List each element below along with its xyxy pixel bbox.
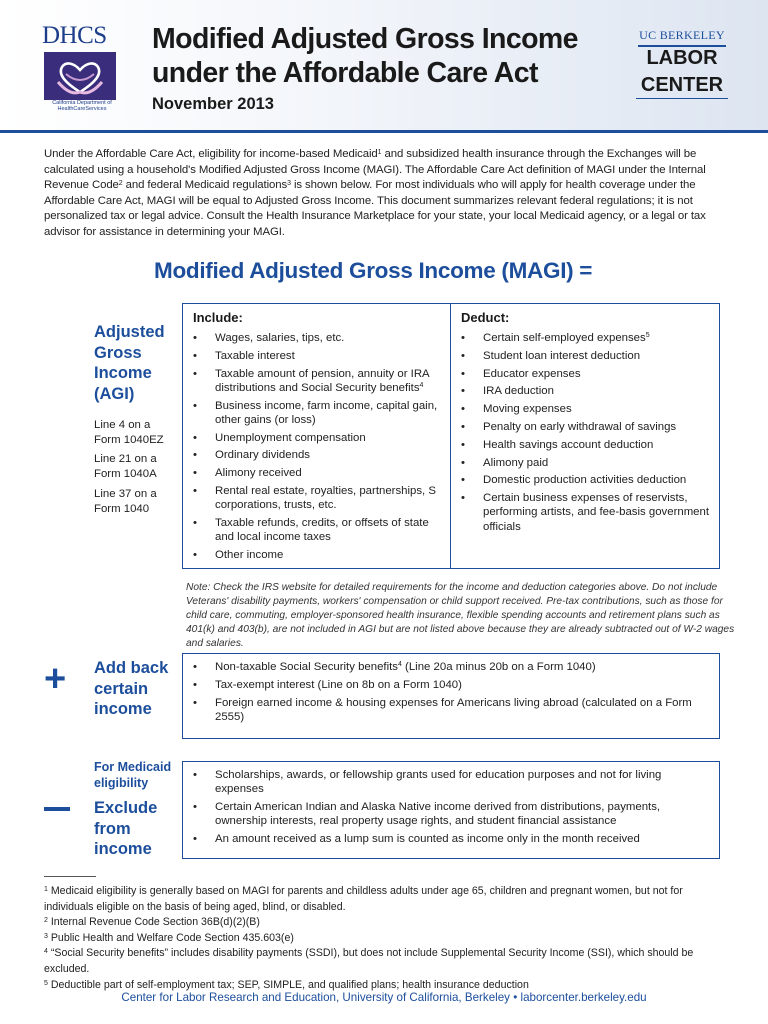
footer-url-link[interactable]: laborcenter.berkeley.edu	[520, 991, 647, 1004]
footnote-ref-5: 5	[645, 332, 650, 339]
irs-note: Note: Check the IRS website for detailed requirements for the income and deduction categories above. Do not include Veterans' disability payments, workers' compensation or child support received. Pre-tax contributions, such as those for child care, commuting, employer-sponsored health insurance, flexible spending accounts and retirement plans such as 401(k) and 403(b), are not included in AGI but are not listed above because they are already subtracted out of W-2 wages and salaries.	[186, 582, 735, 649]
list-item	[461, 384, 713, 398]
list-item	[193, 349, 443, 363]
labor-logo-text: LABOR	[646, 47, 718, 69]
footnote-number: 3	[44, 932, 48, 940]
exclude-list	[193, 768, 708, 850]
footnote-ref-1: 1	[377, 149, 382, 156]
intro-paragraph	[44, 147, 728, 241]
footnote-text: Internal Revenue Code Section 36B(d)(2)(B)	[50, 916, 260, 929]
list-item-text: Penalty on early withdrawal of savings	[483, 420, 677, 433]
agi-label	[94, 322, 165, 404]
footnote	[44, 931, 728, 947]
footer-separator: •	[513, 991, 518, 1004]
footnote-text: Public Health and Welfare Code Section 435.603(e)	[50, 931, 294, 944]
list-item-text: Health savings account deduction	[483, 438, 654, 451]
list-item	[193, 516, 443, 544]
list-item	[461, 456, 713, 470]
header-rule	[0, 130, 768, 133]
list-item-text: Unemployment compensation	[215, 431, 366, 444]
list-item-text: Tax-exempt interest (Line on 8b on a Form 1040)	[215, 678, 462, 691]
footnote-text: Medicaid eligibility is generally based on MAGI for parents and childless adults under age 65, children and pregnant women, but not for individuals eligible on the basis of being aged, blind, or disabled.	[44, 885, 683, 913]
list-item	[193, 768, 708, 796]
plus-icon: +	[44, 658, 67, 700]
list-item-text: Ordinary dividends	[215, 449, 310, 462]
list-item	[461, 420, 713, 434]
list-item	[461, 402, 713, 416]
list-item	[193, 448, 443, 462]
footnote	[44, 884, 728, 915]
list-item	[193, 367, 443, 395]
magi-heading: Modified Adjusted Gross Income (MAGI) =	[154, 258, 593, 283]
list-item-text: Certain self-employed expenses	[483, 332, 646, 344]
list-item	[461, 491, 713, 534]
footnotes	[44, 884, 728, 993]
line-note-text: Line 37 on a	[94, 488, 157, 500]
footnote-rule	[44, 876, 96, 877]
list-item	[193, 678, 708, 692]
list-item	[193, 399, 443, 427]
line-note-1040a	[94, 452, 157, 481]
intro-text-2: and subsidized health insurance through the Exchanges will be calculated using a household's Modified Adjusted Gross Income (MAGI). The Affordable Care Act definition of MAGI under the Internal Revenue Code	[44, 148, 706, 192]
line-note-text: Line 4 on a	[94, 419, 151, 431]
list-item-text: Wages, salaries, tips, etc.	[215, 332, 345, 344]
list-item	[461, 331, 713, 345]
list-item	[193, 696, 708, 724]
list-item-text: IRA deduction	[483, 385, 554, 398]
list-item	[461, 438, 713, 452]
minus-icon	[44, 807, 70, 811]
agi-label-line: (AGI)	[94, 384, 135, 403]
center-logo-text: CENTER	[636, 72, 728, 99]
uc-berkeley-logo-top: UC BERKELEY	[639, 28, 725, 42]
agi-label-line: Income	[94, 364, 152, 382]
list-item-text: Scholarships, awards, or fellowship grants used for education purposes and not for living expenses	[215, 769, 662, 796]
footer-org: Center for Labor Research and Education, University of California, Berkeley	[121, 991, 510, 1004]
footnote-ref-2: 2	[118, 180, 123, 188]
footnote-text: “Social Security benefits” includes disability payments (SSDI), but does not include Supplemental Security Income (SSI), which should be excluded.	[44, 947, 694, 975]
add-back-label-line: Add back	[94, 659, 169, 677]
footnote-ref-4: 4	[397, 661, 402, 668]
add-back-list	[193, 660, 708, 728]
list-item	[193, 484, 443, 512]
list-item	[193, 331, 443, 345]
list-item-text: Taxable amount of pension, annuity or IRA distributions and Social Security benefits	[215, 367, 430, 394]
list-item-text: Other income	[215, 548, 284, 561]
list-item	[461, 349, 713, 363]
list-item-text: Educator expenses	[483, 367, 581, 380]
list-item-text: (Line 20a minus 20b on a Form 1040)	[401, 661, 596, 673]
list-item	[193, 800, 708, 828]
list-item-text: Alimony paid	[483, 456, 549, 469]
dhcs-logo-text: DHCS	[42, 22, 107, 49]
list-item-text: Alimony received	[215, 467, 302, 480]
deduct-heading: Deduct:	[461, 310, 510, 325]
dhcs-heart-hands-logo	[44, 52, 116, 100]
list-item-text: Moving expenses	[483, 403, 572, 416]
title-line-1: Modified Adjusted Gross Income	[152, 23, 578, 55]
agi-label-line: Adjusted	[94, 323, 165, 341]
footnote-text: Deductible part of self-employment tax; SEP, SIMPLE, and qualified plans; health insurance deduction	[50, 978, 529, 991]
medicaid-eligibility-label	[94, 760, 171, 791]
list-item	[193, 832, 708, 846]
list-item-text: Certain business expenses of reservists, performing artists, and fee-basis government officials	[483, 492, 710, 533]
line-note-text: Form 1040A	[94, 467, 157, 480]
agi-label-line: Gross	[94, 343, 142, 362]
list-item	[193, 466, 443, 480]
list-item	[461, 367, 713, 381]
agi-table-divider	[450, 303, 451, 569]
footnote	[44, 915, 728, 931]
intro-text-1: Under the Affordable Care Act, eligibility for income-based Medicaid	[44, 148, 378, 160]
list-item-text: Taxable interest	[215, 349, 295, 362]
add-back-label	[94, 658, 168, 720]
include-list	[193, 331, 443, 566]
add-back-label-line: income	[94, 700, 152, 718]
intro-text-3: and federal Medicaid regulations	[122, 179, 288, 192]
list-item-text: Non-taxable Social Security benefits	[215, 661, 398, 673]
title-line-2: under the Affordable Care Act	[152, 57, 538, 89]
exclude-label-line: income	[94, 840, 152, 858]
list-item	[193, 548, 443, 562]
footnote-number: 2	[44, 917, 48, 925]
list-item-text: Rental real estate, royalties, partnerships, S corporations, trusts, etc.	[215, 484, 436, 512]
list-item-text: Business income, farm income, capital gain, other gains (or loss)	[215, 399, 438, 426]
deduct-list	[461, 331, 713, 537]
list-item-text: Foreign earned income & housing expenses for Americans living abroad (calculated on a Form 2555)	[215, 696, 692, 723]
line-note-1040	[94, 487, 157, 516]
list-item	[461, 473, 713, 487]
line-note-text: Line 21 on a	[94, 453, 157, 465]
list-item-text: Taxable refunds, credits, or offsets of state and local income taxes	[215, 516, 429, 544]
footnote	[44, 946, 728, 977]
list-item	[193, 431, 443, 445]
list-item-text: Domestic production activities deduction	[483, 474, 687, 487]
add-back-label-line: certain	[94, 679, 149, 698]
heart-hands-icon	[44, 52, 116, 100]
footer	[0, 991, 768, 1004]
exclude-label	[94, 798, 157, 860]
footnote-number: 5	[44, 979, 48, 987]
publication-date: November 2013	[152, 95, 274, 113]
exclude-label-line: Exclude	[94, 799, 158, 817]
list-item	[193, 660, 708, 674]
page-title	[152, 22, 622, 90]
list-item-text: Certain American Indian and Alaska Native income derived from distributions, payments, ownership interests, real property usage rights, and student financial assistance	[215, 801, 661, 828]
intro-text-4: is shown below. For most individuals who will apply for health coverage under the Affordable Care Act, MAGI will be equal to Adjusted Gross Income. This document summarizes relevant federal regulations; it is not personalized tax or legal advice. Consult the Health Insurance Marketplace for your state, your local Medicaid agency, or a legal or tax advisor for assistance in determining your MAGI.	[44, 179, 706, 238]
list-item-text: An amount received as a lump sum is counted as income only in the month received	[215, 833, 640, 845]
line-note-text: Form 1040EZ	[94, 433, 164, 446]
dhcs-logo-subtitle: California Department of HealthCareServices	[52, 100, 112, 112]
footnote-ref-3: 3	[287, 180, 291, 188]
list-item-text: Student loan interest deduction	[483, 349, 641, 362]
line-note-1040ez	[94, 418, 164, 447]
footnote-ref-4: 4	[419, 381, 424, 389]
line-note-text: Form 1040	[94, 502, 150, 515]
medicaid-label-line: For Medicaid	[94, 760, 172, 774]
exclude-label-line: from	[94, 819, 131, 838]
footnote-number: 1	[44, 886, 48, 893]
medicaid-label-line: eligibility	[94, 775, 149, 790]
footnote-number: 4	[44, 948, 48, 956]
include-heading: Include:	[193, 310, 243, 325]
